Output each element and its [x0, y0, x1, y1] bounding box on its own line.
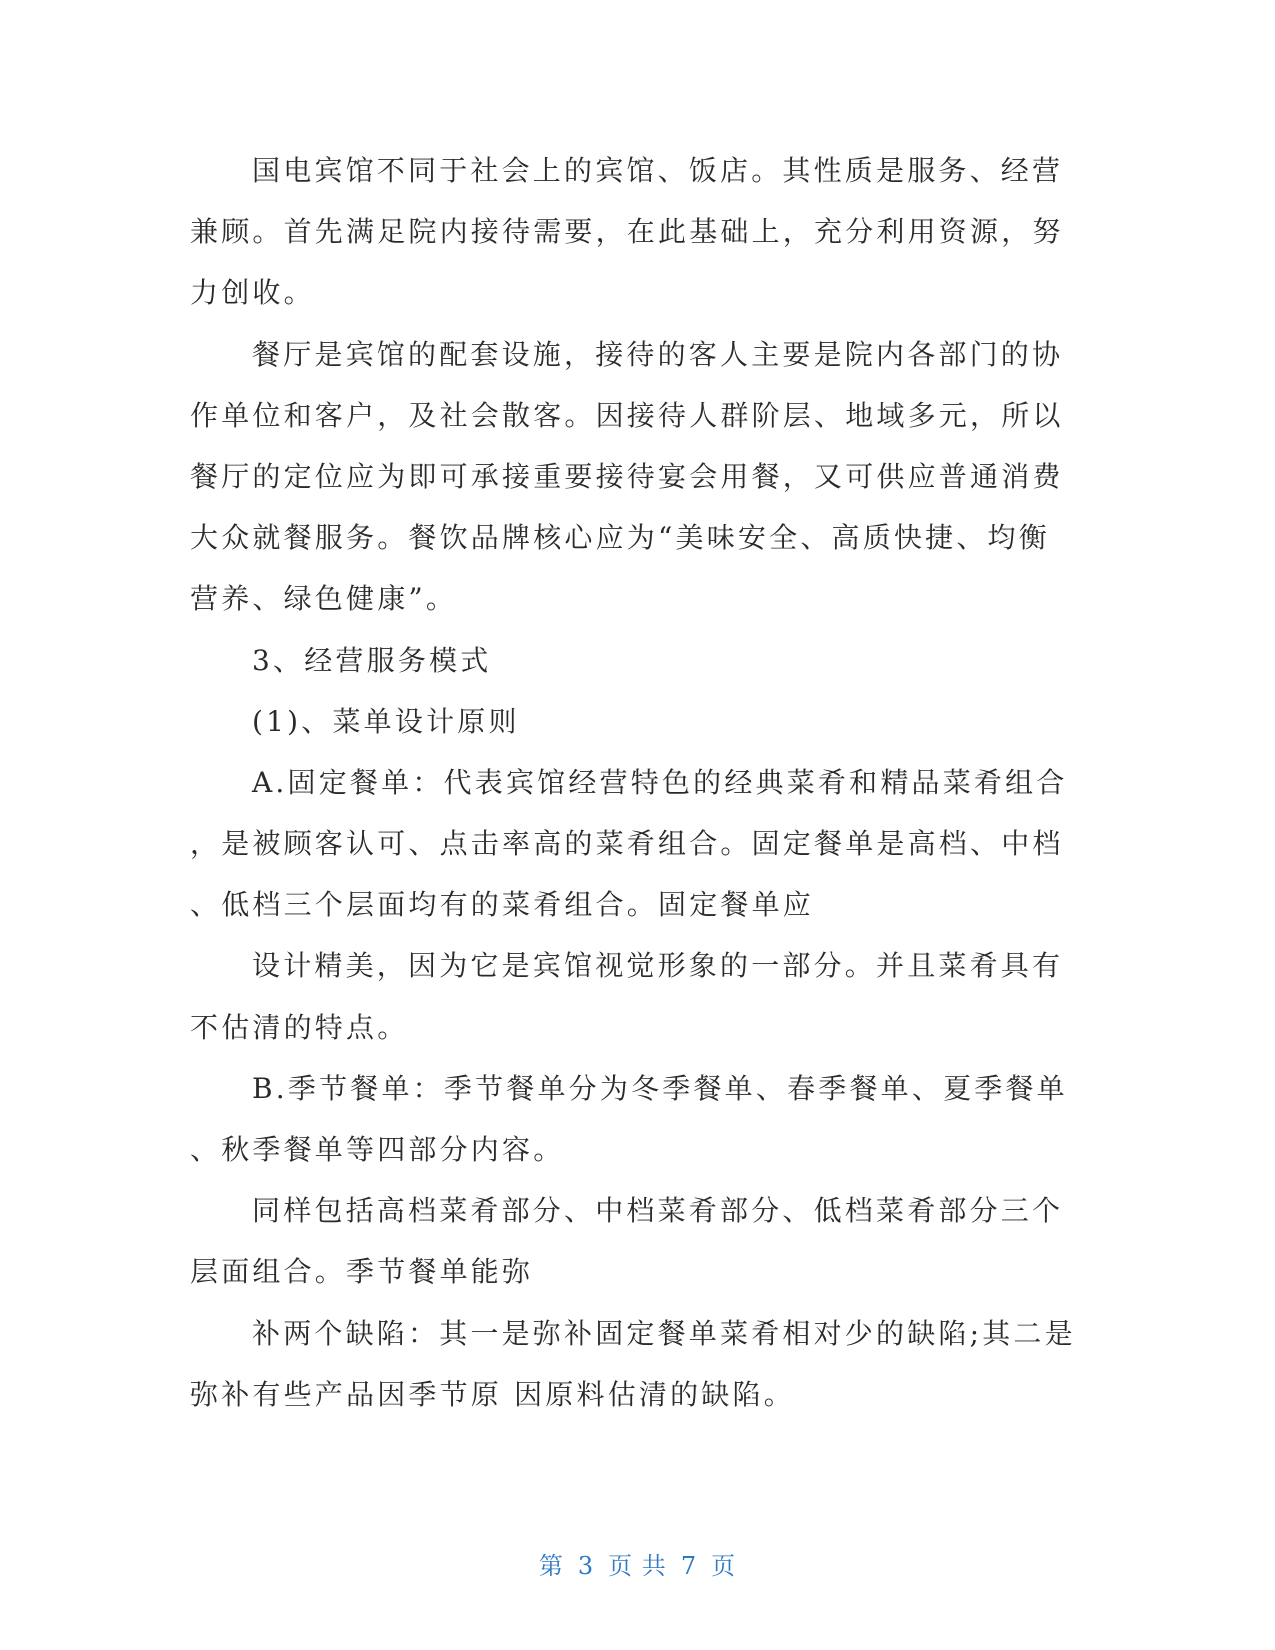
page-footer	[0, 1546, 1275, 1581]
paragraph-line: 国电宾馆不同于社会上的宾馆、饭店。其性质是服务、经营	[252, 154, 1064, 187]
document-body	[190, 140, 1076, 1425]
subsection-heading: (1)、菜单设计原则	[252, 704, 520, 738]
current-page-number: 3	[577, 1552, 595, 1580]
footer-middle: 页 共	[608, 1552, 667, 1580]
paragraph-line: B.季节餐单：季节餐单分为冬季餐单、春季餐单、夏季餐单	[252, 1071, 1068, 1105]
paragraph-line: 餐厅是宾馆的配套设施，接待的客人主要是院内各部门的协	[252, 337, 1064, 371]
paragraph-line: 营养、绿色健康”。	[190, 582, 458, 616]
paragraph-line: 力创收。	[190, 276, 315, 310]
paragraph-line: 弥补有些产品因季节原 因原料估清的缺陷。	[190, 1377, 795, 1411]
paragraph-line: 大众就餐服务。餐饮品牌核心应为“美味安全、高质快捷、均衡	[190, 521, 1050, 555]
paragraph-line: 不估清的特点。	[190, 1010, 409, 1044]
paragraph-line: A.固定餐单：代表宾馆经营特色的经典菜肴和精品菜肴组合	[252, 765, 1068, 799]
paragraph-line: 、秋季餐单等四部分内容。	[190, 1133, 565, 1166]
total-page-number: 7	[680, 1552, 698, 1580]
paragraph-line: ，是被顾客认可、点击率高的菜肴组合。固定餐单是高档、中档	[190, 827, 1064, 861]
footer-suffix: 页	[711, 1552, 737, 1580]
paragraph-line: 餐厅的定位应为即可承接重要接待宴会用餐，又可供应普通消费	[190, 459, 1064, 493]
section-heading: 3、经营服务模式	[252, 643, 492, 677]
paragraph-line: 兼顾。首先满足院内接待需要，在此基础上，充分利用资源，努	[190, 215, 1064, 249]
paragraph-line: 、低档三个层面均有的菜肴组合。固定餐单应	[190, 888, 815, 922]
paragraph-line: 同样包括高档菜肴部分、中档菜肴部分、低档菜肴部分三个	[252, 1194, 1064, 1228]
paragraph-line: 补两个缺陷：其一是弥补固定餐单菜肴相对少的缺陷;其二是	[252, 1316, 1076, 1350]
footer-prefix: 第	[538, 1552, 564, 1580]
paragraph-line: 作单位和客户，及社会散客。因接待人群阶层、地域多元，所以	[190, 398, 1064, 432]
paragraph-line: 设计精美，因为它是宾馆视觉形象的一部分。并且菜肴具有	[252, 949, 1064, 983]
paragraph-line: 层面组合。季节餐单能弥	[190, 1255, 534, 1289]
